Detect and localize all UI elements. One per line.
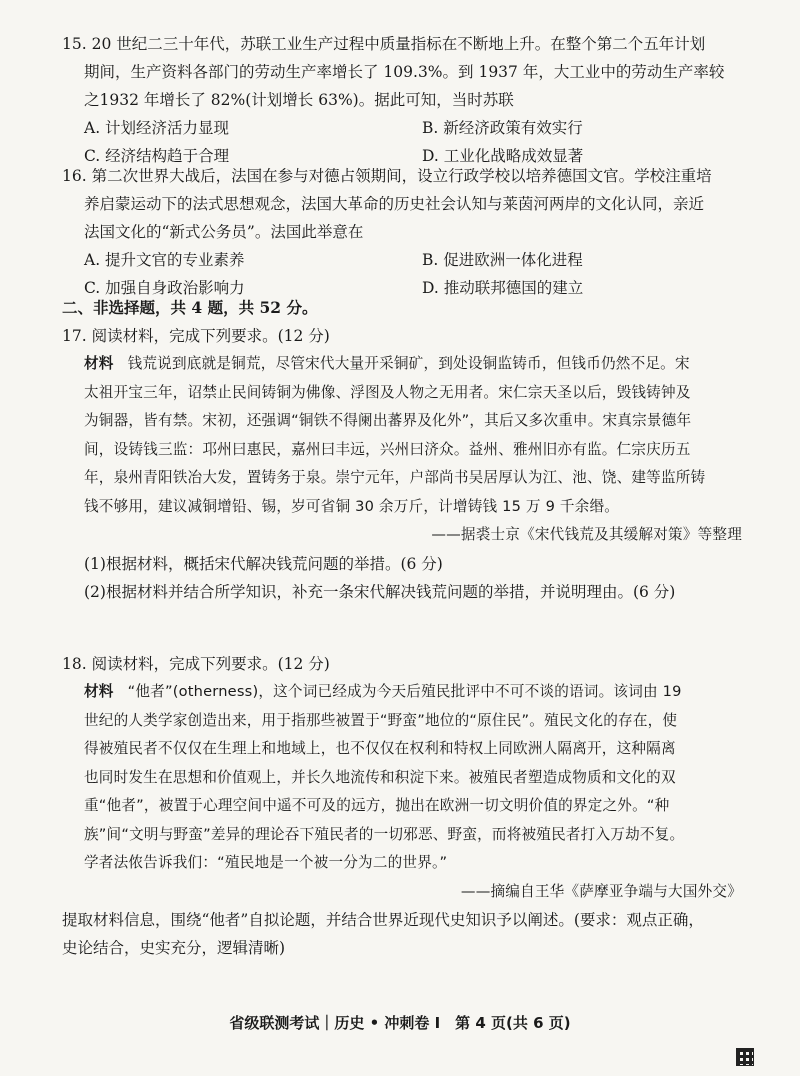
- material-source: ——摘编自王华《萨摩亚争端与大国外交》: [460, 882, 742, 900]
- material-line: 太祖开宝三年，诏禁止民间铸铜为佛像、浮图及人物之无用者。宋仁宗天圣以后，毁钱铸钟及: [84, 383, 691, 401]
- question-15: [62, 30, 742, 170]
- task-line: 史论结合，史实充分，逻辑清晰): [62, 939, 286, 957]
- material-block: [62, 678, 742, 906]
- material-line: 族”间“文明与野蛮”差异的理论吞下殖民者的一切邪恶、野蛮，而将被殖民者打入万劫不复。: [84, 825, 685, 843]
- question-stem-line: 法国文化的“新式公务员”。法国此举意在: [84, 223, 364, 241]
- task-line: 提取材料信息，围绕“他者”自拟论题，并结合世界近现代史知识予以阐述。(要求：观点正确，: [62, 911, 704, 929]
- question-17: [62, 322, 742, 606]
- question-stem-line: 期间，生产资料各部门的劳动生产率增长了 109.3%。到 1937 年，大工业中的劳动生产率较: [84, 63, 725, 81]
- question-stem-line: 之1932 年增长了 82%(计划增长 63%)。据此可知，当时苏联: [84, 91, 514, 109]
- qr-code-icon: [736, 1048, 754, 1066]
- material-label: 材料: [84, 355, 114, 372]
- question-16: [62, 162, 742, 302]
- question-stem-line: 养启蒙运动下的法式思想观念，法国大革命的历史社会认知与莱茵河两岸的文化认同，亲近: [84, 195, 705, 213]
- material-block: [62, 350, 742, 550]
- material-line: [84, 350, 742, 379]
- material-line: 学者法侬告诉我们：“殖民地是一个被一分为二的世界。”: [84, 854, 448, 871]
- material-label: 材料: [84, 683, 114, 700]
- option-b: B. 促进欧洲一体化进程: [422, 251, 583, 269]
- material-line: 重“他者”，被置于心理空间中遥不可及的远方，抛出在欧洲一切文明价值的界定之外。“种: [84, 797, 670, 814]
- sub-question-2: (2)根据材料并结合所学知识，补充一条宋代解决钱荒问题的举措，并说明理由。(6 分): [84, 582, 676, 601]
- material-line: 世纪的人类学家创造出来，用于指那些被置于“野蛮”地位的“原住民”。殖民文化的存在，使: [84, 711, 678, 729]
- material-line: 也同时发生在思想和价值观上，并长久地流传和积淀下来。被殖民者塑造成物质和文化的双: [84, 768, 676, 786]
- option-a: A. 提升文官的专业素养: [84, 251, 245, 269]
- section-heading: 二、非选择题，共 4 题，共 52 分。: [62, 298, 318, 317]
- sub-question-1: (1)根据材料，概括宋代解决钱荒问题的举措。(6 分): [84, 554, 443, 573]
- option-a: A. 计划经济活力显现: [84, 119, 230, 137]
- question-header: 18. 阅读材料，完成下列要求。(12 分): [62, 655, 330, 673]
- question-stem-line: 15. 20 世纪二三十年代，苏联工业生产过程中质量指标在不断地上升。在整个第二个五年计划: [62, 35, 706, 53]
- question-stem-line: 16. 第二次世界大战后，法国在参与对德占领期间，设立行政学校以培养德国文官。学校注重培: [62, 167, 712, 185]
- material-line: 年，泉州青阳铁冶大发，置铸务于泉。崇宁元年，户部尚书吴居厚认为江、池、饶、建等监所铸: [84, 469, 706, 486]
- option-d: D. 工业化战略成效显著: [422, 147, 584, 165]
- option-b: B. 新经济政策有效实行: [422, 119, 583, 137]
- question-header: 17. 阅读材料，完成下列要求。(12 分): [62, 327, 330, 345]
- material-line: 为铜器，皆有禁。宋初，还强调“铜铁不得阑出蕃界及化外”，其后又多次重申。宋真宗景德年: [84, 412, 692, 429]
- material-line: 间，设铸钱三监：邛州曰惠民，嘉州曰丰远，兴州曰济众。益州、雅州旧亦有监。仁宗庆历五: [84, 440, 691, 458]
- page-footer: 省级联测考试｜历史 • 冲刺卷 Ⅰ 第 4 页(共 6 页): [229, 1014, 571, 1032]
- material-source: ——据裘士京《宋代钱荒及其缓解对策》等整理: [431, 526, 742, 543]
- options-row: [62, 246, 742, 274]
- option-c: C. 经济结构趋于合理: [84, 147, 230, 165]
- material-line: 得被殖民者不仅仅在生理上和地域上，也不仅仅在权利和特权上同欧洲人隔离开，这种隔离: [84, 740, 676, 757]
- options-row: [62, 114, 742, 142]
- material-text: “他者”(otherness)，这个词已经成为今天后殖民批评中不可不谈的语词。该词由 19: [127, 683, 682, 700]
- option-d: D. 推动联邦德国的建立: [422, 279, 584, 297]
- material-line: [84, 678, 742, 707]
- option-c: C. 加强自身政治影响力: [84, 279, 245, 297]
- material-text: 钱荒说到底就是铜荒，尽管宋代大量开采铜矿，到处设铜监铸币，但钱币仍然不足。宋: [127, 355, 690, 372]
- question-18: [62, 650, 742, 962]
- material-line: 钱不够用，建议减铜增铅、锡，岁可省铜 30 余万斤，计增铸钱 15 万 9 千余缗。: [84, 497, 620, 515]
